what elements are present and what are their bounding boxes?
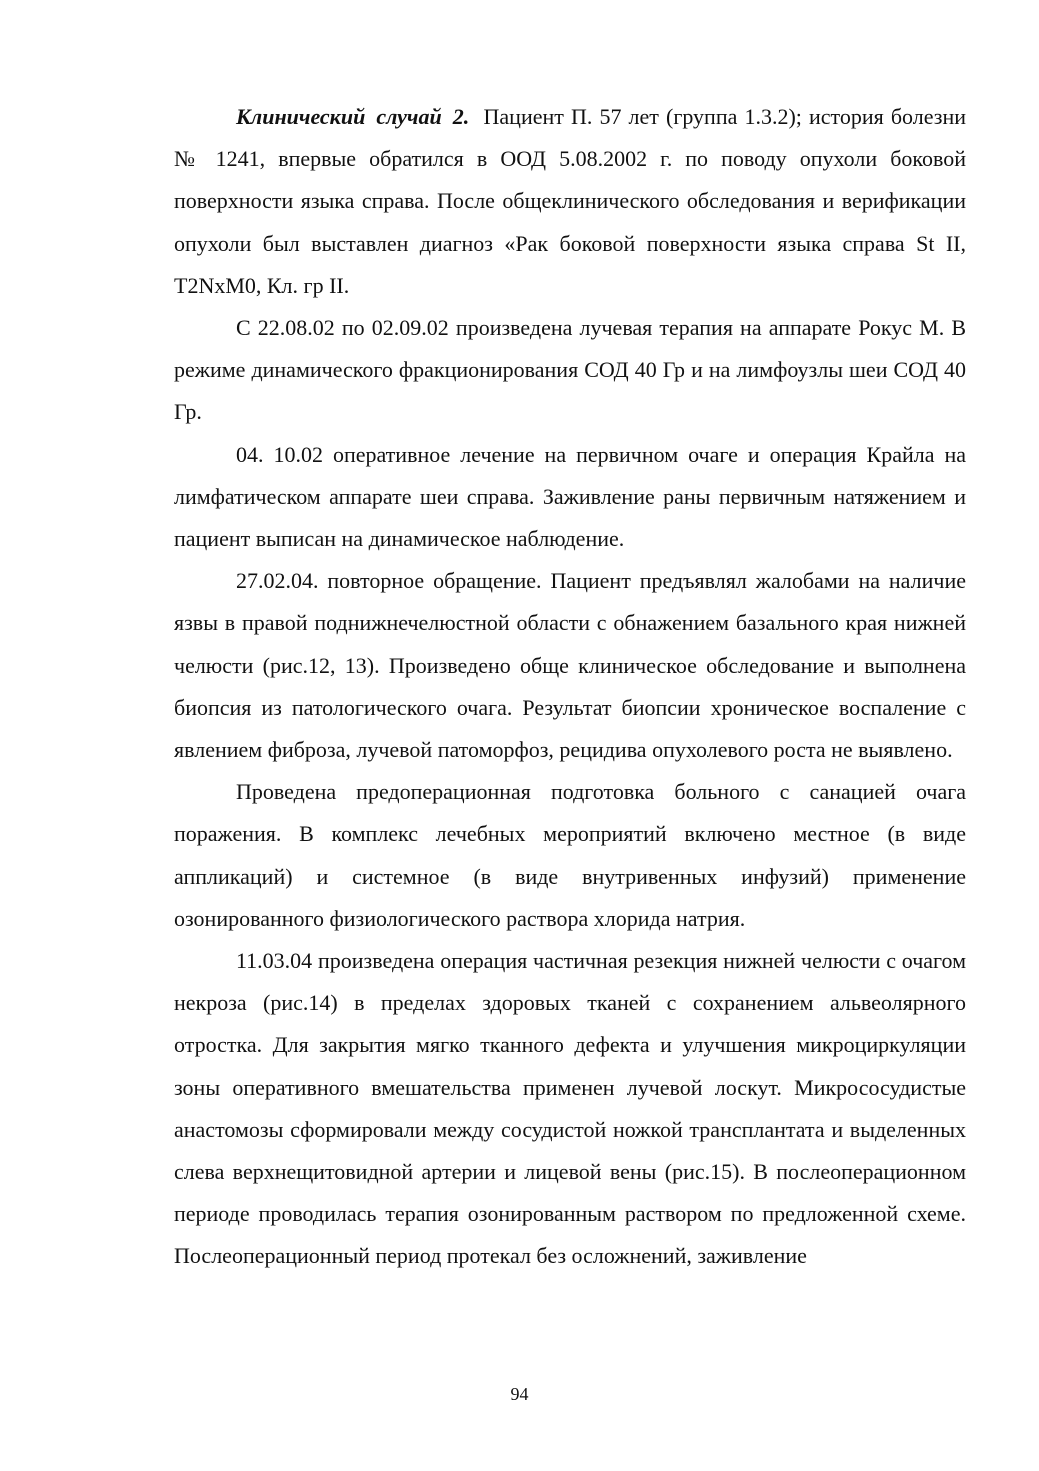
paragraph-repeat-visit: 27.02.04. повторное обращение. Пациент предъявлял жалобами на наличие язвы в правой поднижнечелюстной области с обнажением базального края нижней челюсти (рис.12, 13). Произведено обще клиническое обследование и выполнена биопсия из патологического очага. Результат биопсии хроническое воспаление с явлением фиброза, лучевой патоморфоз, рецидива опухолевого роста не выявлено. xyxy=(174,568,966,763)
paragraph-preoperative: Проведена предоперационная подготовка больного с санацией очага поражения. В комплекс лечебных мероприятий включено местное (в виде аппликаций) и системное (в виде внутривенных инфузий) применение озонированного физиологического раствора хлорида натрия. xyxy=(174,779,966,931)
paragraph-resection: 11.03.04 произведена операция частичная резекция нижней челюсти с очагом некроза (рис.14) в пределах здоровых тканей с сохранением альвеолярного отростка. Для закрытия мягко тканного дефекта и улучшения микроциркуляции зоны оперативного вмешательства применен лучевой лоскут. Микрососудистые анастомозы сформировали между сосудистой ножкой трансплантата и выделенных слева верхнещитовидной артерии и лицевой вены (рис.15). В послеоперационном периоде проводилась терапия озонированным раствором по предложенной схеме. Послеоперационный период протекал без осложнений, заживление xyxy=(174,948,966,1269)
paragraph-case-intro xyxy=(174,96,966,307)
page-number: 94 xyxy=(510,1384,529,1404)
paragraph-surgery: 04. 10.02 оперативное лечение на первичном очаге и операция Крайла на лимфатическом аппарате шеи справа. Заживление раны первичным натяжением и пациент выписан на динамическое наблюдение. xyxy=(174,441,966,552)
paragraph-radiotherapy: С 22.08.02 по 02.09.02 произведена лучевая терапия на аппарате Рокус М. В режиме динамического фракционирования СОД 40 Гр и на лимфоузлы шеи СОД 40 Гр. xyxy=(174,315,966,425)
case-heading: Клинический случай 2. xyxy=(236,104,470,129)
document-body xyxy=(174,96,966,1278)
paragraph-text: Пациент П. 57 лет (группа 1.3.2); история болезни № 1241, впервые обратился в ООД 5.08.2002 г. по поводу опухоли боковой поверхности языка справа. После общеклинического обследования и верификации опухоли был выставлен диагноз «Рак боковой поверхности языка справа St II, T2NxM0, Кл. гр II. xyxy=(174,104,966,298)
